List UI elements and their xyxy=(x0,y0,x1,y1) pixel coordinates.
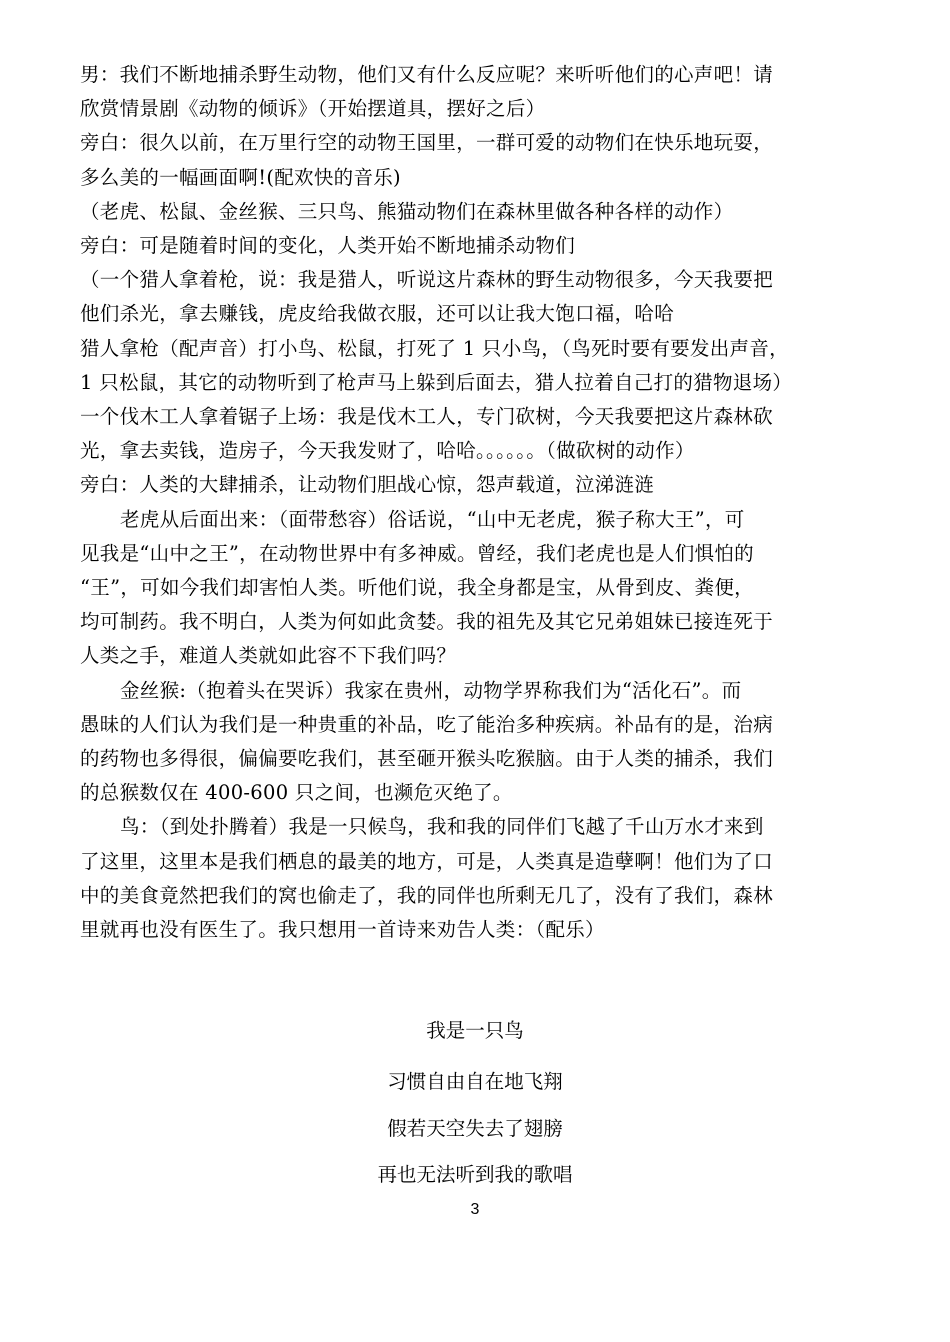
poem-line: 我是一只鸟 xyxy=(426,1019,524,1042)
text-line: 的药物也多得很，偏偏要吃我们，甚至砸开猴头吃猴脑。由于人类的捕杀，我们 xyxy=(80,747,774,771)
text-line: 里就再也没有医生了。我只想用一首诗来劝告人类：（配乐） xyxy=(80,918,605,942)
text-line: 愚昧的人们认为我们是一种贵重的补品，吃了能治多种疾病。补品有的是，治病 xyxy=(80,712,774,736)
text-line: （一个猎人拿着枪，说：我是猎人，听说这片森林的野生动物很多，今天我要把 xyxy=(80,268,774,292)
text-line: 了这里，这里本是我们栖息的最美的地方，可是，人类真是造孽啊！他们为了口 xyxy=(80,849,774,873)
text-line: 旁白：可是随着时间的变化，人类开始不断地捕杀动物们 xyxy=(80,234,576,258)
poem-line: 假若天空失去了翅膀 xyxy=(387,1117,563,1140)
text-line: 的总猴数仅在 400-600 只之间，也濒危灭绝了。 xyxy=(80,781,513,805)
text-line: 旁白：人类的大肆捕杀，让动物们胆战心惊，怨声载道，泣涕涟涟 xyxy=(80,473,655,497)
text-line: 光，拿去卖钱，造房子，今天我发财了，哈哈。。。。。。（做砍树的动作） xyxy=(80,439,695,463)
text-line: 均可制药。我不明白，人类为何如此贪婪。我的祖先及其它兄弟姐妹已接连死于 xyxy=(80,610,774,634)
poem-line: 再也无法听到我的歌唱 xyxy=(377,1163,573,1186)
text-line: 鸟：（到处扑腾着）我是一只候鸟，我和我的同伴们飞越了千山万水才来到 xyxy=(120,815,764,839)
text-line: 猎人拿枪（配声音）打小鸟、松鼠，打死了 1 只小鸟，（鸟死时要有要发出声音， xyxy=(80,336,789,360)
document-body xyxy=(80,58,870,947)
text-line: 人类之手，难道人类就如此容不下我们吗？ xyxy=(80,644,457,668)
text-line: 中的美食竟然把我们的窝也偷走了，我的同伴也所剩无几了，没有了我们，森林 xyxy=(80,883,774,907)
text-line: “王”，可如今我们却害怕人类。听他们说，我全身都是宝，从骨到皮、粪便， xyxy=(80,576,754,600)
text-line: 他们杀光，拿去赚钱，虎皮给我做衣服，还可以让我大饱口福，哈哈 xyxy=(80,302,675,326)
text-line: 1 只松鼠，其它的动物听到了枪声马上躲到后面去，猎人拉着自己打的猎物退场） xyxy=(80,370,793,394)
page-number: 3 xyxy=(470,1201,480,1218)
text-line: （老虎、松鼠、金丝猴、三只鸟、熊猫动物们在森林里做各种各样的动作） xyxy=(80,199,734,223)
text-line: 欣赏情景剧《动物的倾诉》（开始摆道具，摆好之后） xyxy=(80,97,546,121)
text-line: 见我是“山中之王”，在动物世界中有多神威。曾经，我们老虎也是人们惧怕的 xyxy=(80,541,754,565)
text-line: 旁白：很久以前，在万里行空的动物王国里，一群可爱的动物们在快乐地玩耍， xyxy=(80,131,774,155)
poem-line: 习惯自由自在地飞翔 xyxy=(387,1070,563,1093)
text-line: 金丝猴:（抱着头在哭诉）我家在贵州，动物学界称我们为“活化石”。而 xyxy=(120,678,742,702)
text-line: 多么美的一幅画面啊!(配欢快的音乐) xyxy=(80,165,401,189)
text-line: 男：我们不断地捕杀野生动物，他们又有什么反应呢？来听听他们的心声吧！请 xyxy=(80,63,774,86)
text-line: 老虎从后面出来：（面带愁容）俗话说，“山中无老虎，猴子称大王”，可 xyxy=(120,507,745,531)
text-line: 一个伐木工人拿着锯子上场：我是伐木工人，专门砍树，今天我要把这片森林砍 xyxy=(80,405,774,429)
